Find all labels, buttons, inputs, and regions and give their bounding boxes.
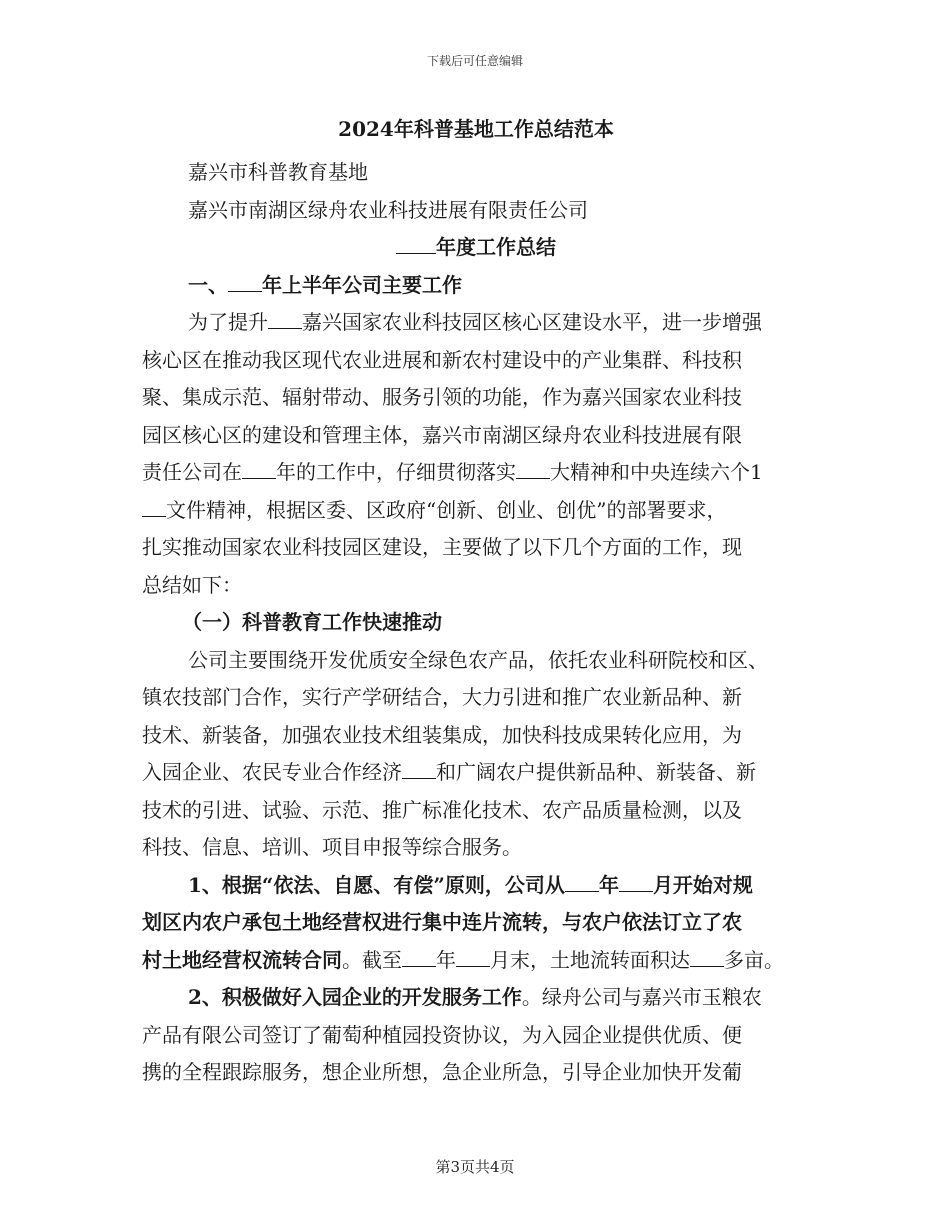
text-run: 大精神和中央连续六个1 [550,460,763,484]
text-run: 年的工作中，仔细贯彻落实 [276,460,516,484]
text-run: 为了提升 [188,310,268,334]
paragraph-line: 总结如下： [142,572,242,597]
org-line-1: 嘉兴市科普教育基地 [188,160,368,184]
paragraph-line [142,979,810,1017]
text-run: 。绿舟公司与嘉兴市玉粮农 [521,985,762,1009]
text-run: 。截至 [342,947,402,972]
item-1 [142,867,810,980]
annual-summary-title [142,229,810,267]
paragraph-line: 核心区在推动我区现代农业进展和新农村建设中的产业集群、科技积 [142,347,742,372]
paragraph-line [142,867,810,905]
section-1-prefix: 一、 [188,272,228,297]
text-run: 2、积极做好入园企业的开发服务工作 [188,985,522,1009]
text-run: 嘉兴国家农业科技园区核心区建设水平，进一步增强 [302,310,762,334]
paragraph-line [142,754,810,792]
paragraph-line: 科技、信息、培训、项目申报等综合服务。 [142,835,522,859]
text-run: 月开始对规 [652,872,753,897]
blank-line [142,498,166,517]
paragraph-line: 扎实推动国家农业科技园区建设，主要做了以下几个方面的工作，现 [142,535,742,559]
document-title: 2024年科普基地工作总结范本 [338,117,614,141]
paragraph-line: 公司主要围绕开发优质安全绿色农产品，依托农业科研院校和区、 [188,647,768,672]
paragraph-line: 聚、集成示范、辐射带动、服务引领的功能，作为嘉兴国家农业科技 [142,385,742,409]
paragraph-2 [142,642,810,867]
section-1-heading [142,267,810,305]
text-run: 入园企业、农民专业合作经济 [142,760,402,784]
paragraph-line: 划区内农户承包土地经营权进行集中连片流转，与农户依法订立了农 [142,910,742,934]
blank-line [268,310,302,329]
text-run: 年 [598,872,619,897]
paragraph-1 [142,304,810,604]
text-run: 年 [436,947,456,972]
blank-line [690,948,724,967]
text-run: 月末，土地流转面积达 [490,947,690,972]
page-footer: 第3页共4页 [435,1158,515,1176]
paragraph-line: 技术、新装备，加强农业技术组装集成，加快科技成果转化应用，为 [142,722,742,747]
item-2 [142,979,810,1092]
blank-line [396,235,436,254]
section-1-text: 年上半年公司主要工作 [262,272,462,297]
paragraph-line: 技术的引进、试验、示范、推广标准化技术、农产品质量检测，以及 [142,797,742,822]
org-line-2: 嘉兴市南湖区绿舟农业科技进展有限责任公司 [188,197,588,222]
text-run: 责任公司在 [142,460,242,484]
blank-line [456,948,490,967]
document-body [142,110,810,1092]
blank-line [402,948,436,967]
subsection-1-heading: （一）科普教育工作快速推动 [182,610,442,634]
paragraph-line [142,492,810,530]
blank-line [228,273,262,292]
paragraph-line [142,304,810,342]
blank-line [619,873,653,892]
blank-line [565,873,599,892]
text-run: 村土地经营权流转合同 [142,947,342,972]
paragraph-line [142,942,810,980]
paragraph-line: 产品有限公司签订了葡萄种植园投资协议，为入园企业提供优质、便 [142,1022,742,1047]
paragraph-line: 镇农技部门合作，实行产学研结合，大力引进和推广农业新品种、新 [142,685,742,709]
blank-line [242,460,276,479]
text-run: 多亩。 [724,947,784,972]
text-run: 文件精神，根据区委、区政府“创新、创业、创优”的部署要求， [166,497,727,522]
text-run: 和广阔农户提供新品种、新装备、新 [436,760,756,784]
page-header-note: 下载后可任意编辑 [426,54,523,68]
paragraph-line [142,454,810,492]
paragraph-line: 园区核心区的建设和管理主体，嘉兴市南湖区绿舟农业科技进展有限 [142,422,742,447]
paragraph-line: 携的全程跟踪服务，想企业所想，急企业所急，引导企业加快开发葡 [142,1060,742,1084]
blank-line [402,760,436,779]
annual-title-text: 年度工作总结 [436,235,556,259]
blank-line [516,460,550,479]
text-run: 1、根据“依法、自愿、有偿”原则，公司从 [188,872,565,897]
